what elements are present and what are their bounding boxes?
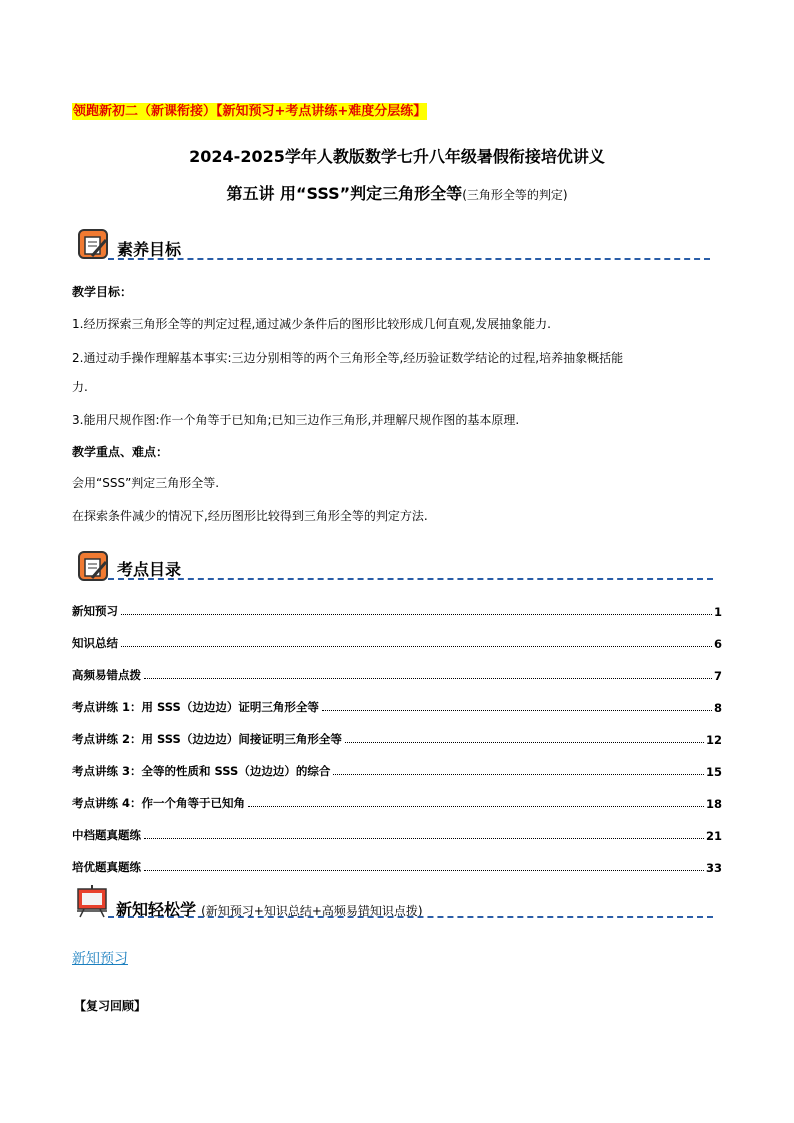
header-banner: 领跑新初二（新课衔接）【新知预习+考点讲练+难度分层练】 [73, 104, 427, 119]
key-point-1: 会用“SSS”判定三角形全等. [72, 476, 220, 490]
toc-leader-dots [144, 678, 712, 679]
blackboard-icon [76, 884, 108, 918]
document-title: 2024-2025学年人教版数学七升八年级暑假衔接培优讲义 [189, 147, 605, 166]
teaching-goals-label: 教学目标： [72, 285, 133, 299]
new-knowledge-preview-link[interactable]: 新知预习 [72, 951, 128, 967]
toc-entry-page: 15 [705, 765, 722, 779]
toc-entry-page: 12 [705, 733, 722, 747]
toc-entry[interactable] [72, 827, 722, 843]
toc-entry-page: 21 [705, 829, 722, 843]
goal-1: 1.经历探索三角形全等的判定过程,通过减少条件后的图形比较形成几何直观,发展抽象能力. [72, 317, 551, 331]
toc-entry[interactable] [72, 699, 722, 715]
toc-entry-label: 培优题真题练 [72, 860, 141, 874]
toc-leader-dots [248, 806, 704, 807]
toc-leader-dots [121, 614, 712, 615]
toc-leader-dots [333, 774, 704, 775]
notebook-pencil-icon [78, 229, 108, 259]
toc-entry[interactable] [72, 763, 722, 779]
lesson-title-main: 第五讲 用“SSS”判定三角形全等 [226, 184, 463, 203]
toc-leader-dots [345, 742, 704, 743]
goal-3: 3.能用尺规作图:作一个角等于已知角;已知三边作三角形,并理解尺规作图的基本原理. [72, 413, 520, 427]
toc-entry-label: 考点讲练 4：作一个角等于已知角 [72, 796, 246, 810]
goals-divider [108, 258, 710, 260]
key-points-label: 教学重点、难点： [72, 445, 169, 459]
toc-entry-page: 7 [713, 669, 722, 683]
toc-entry-page: 33 [705, 861, 722, 875]
toc-entry[interactable] [72, 795, 722, 811]
toc-leader-dots [121, 646, 712, 647]
lesson-subtitle: (三角形全等的判定) [462, 188, 568, 202]
lesson-title [0, 181, 794, 204]
toc-entry-label: 高频易错点拨 [72, 668, 141, 682]
toc-entry-label: 考点讲练 1：用 SSS（边边边）证明三角形全等 [72, 700, 319, 714]
toc-entry[interactable] [72, 603, 722, 619]
toc-entry-page: 8 [713, 701, 722, 715]
toc-leader-dots [144, 838, 704, 839]
toc-entry-label: 新知预习 [72, 604, 118, 618]
toc-entry[interactable] [72, 667, 722, 683]
toc-entry-page: 6 [713, 637, 722, 651]
new-knowledge-subheading: (新知预习+知识总结+高频易错知识点拨) [201, 904, 423, 918]
key-point-2: 在探索条件减少的情况下,经历图形比较得到三角形全等的判定方法. [72, 509, 428, 523]
toc-entry[interactable] [72, 731, 722, 747]
new-knowledge-heading: 新知轻松学 [116, 900, 197, 919]
new-knowledge-divider [108, 916, 713, 918]
goals-heading: 素养目标 [117, 240, 182, 259]
toc-entry-page: 18 [705, 797, 722, 811]
toc-entry-label: 考点讲练 2：用 SSS（边边边）间接证明三角形全等 [72, 732, 342, 746]
toc-entry[interactable] [72, 859, 722, 875]
toc-divider [108, 578, 713, 580]
toc-entry-page: 1 [713, 605, 722, 619]
toc-entry-label: 考点讲练 3：全等的性质和 SSS（边边边）的综合 [72, 764, 331, 778]
goal-2-cont: 力. [72, 380, 88, 394]
toc-entry-label: 知识总结 [72, 636, 118, 650]
notebook-pencil-icon [78, 551, 108, 581]
toc-entry[interactable] [72, 635, 722, 651]
toc-heading: 考点目录 [117, 560, 182, 579]
goal-2: 2.通过动手操作理解基本事实:三边分别相等的两个三角形全等,经历验证数学结论的过程,培养抽象概括能 [72, 351, 624, 365]
review-label: 【复习回顾】 [74, 999, 147, 1013]
toc-leader-dots [144, 870, 704, 871]
toc-entry-label: 中档题真题练 [72, 828, 141, 842]
toc-leader-dots [322, 710, 712, 711]
